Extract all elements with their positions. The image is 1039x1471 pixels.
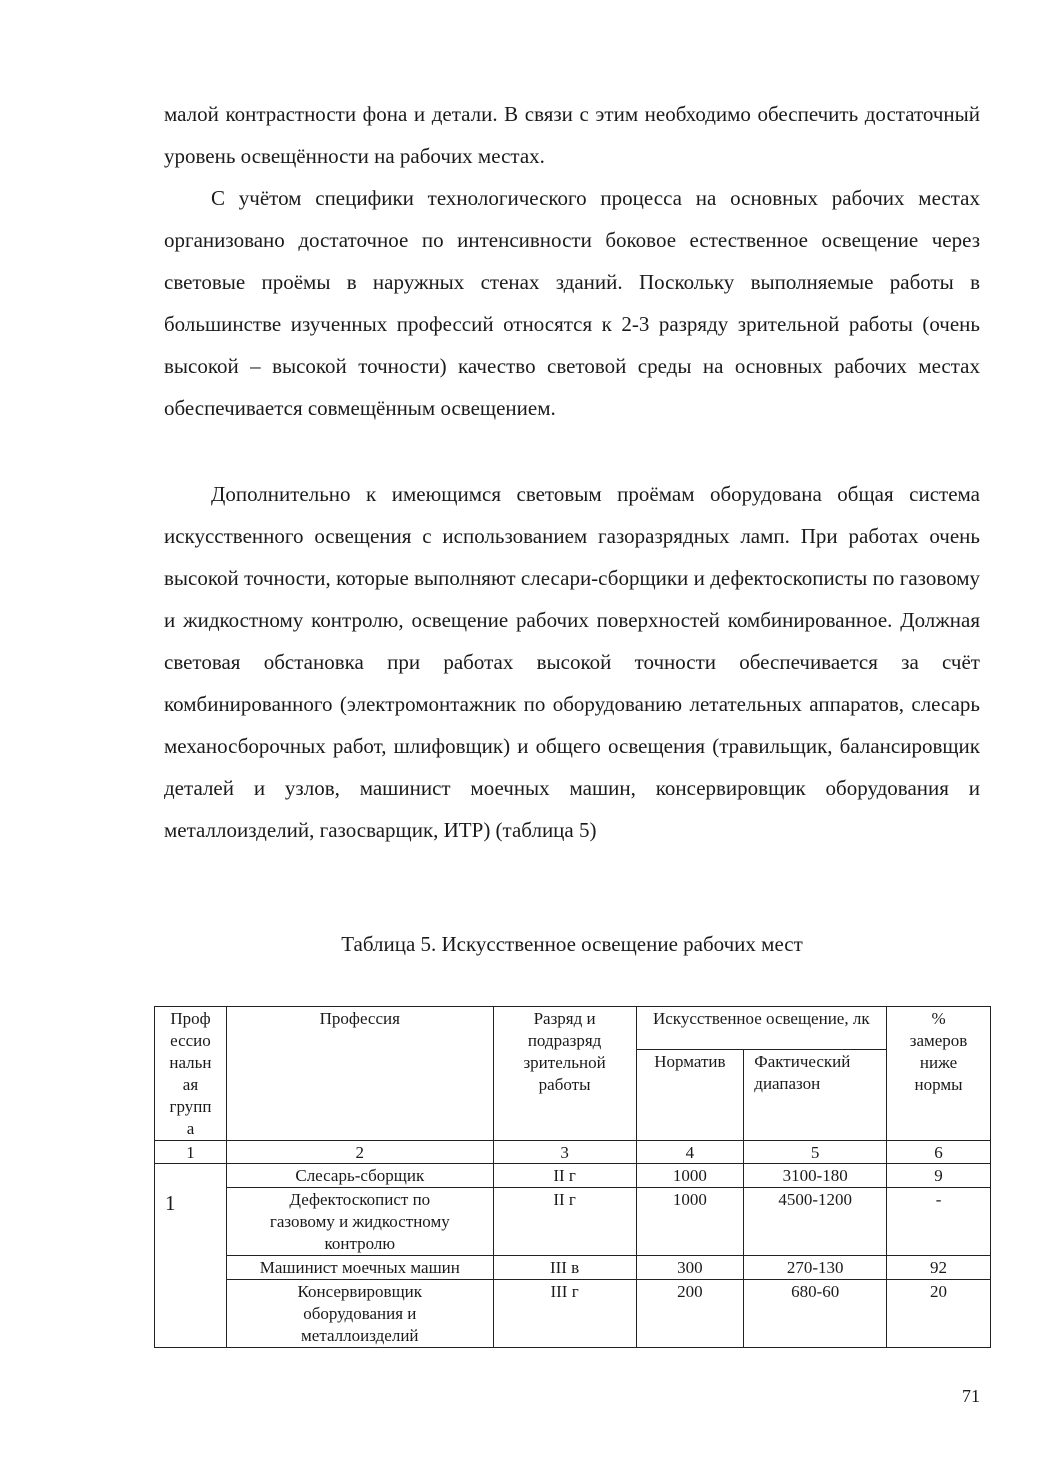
percent-cell: 92 <box>887 1256 991 1280</box>
column-number: 1 <box>155 1141 227 1164</box>
paragraph-2: С учётом специфики технологического процесса на основных рабочих местах организовано достаточное по интенсивности боковое естественное освещение через световые проёмы в наружных стенах зданий. Поскольку выполняемые работы в большинстве изученных профессий относятся к 2-3 разряду зрительной работы (очень высокой – высокой точности) качество световой среды на основных рабочих местах обеспечивается совмещённым освещением. <box>164 186 980 420</box>
column-number: 4 <box>636 1141 744 1164</box>
actual-cell: 4500-1200 <box>744 1188 887 1256</box>
grade-cell: III г <box>493 1280 636 1348</box>
table-row <box>155 1188 991 1256</box>
header-lighting: Искусственное освещение, лк <box>636 1007 887 1050</box>
header-actual: Фактический диапазон <box>744 1050 887 1141</box>
norm-cell: 1000 <box>636 1188 744 1256</box>
percent-cell: - <box>887 1188 991 1256</box>
norm-cell: 1000 <box>636 1164 744 1188</box>
profession-cell: Машинист моечных машин <box>226 1256 493 1280</box>
header-group: Проф ессио нальн ая групп а <box>155 1007 227 1141</box>
grade-cell: III в <box>493 1256 636 1280</box>
table-row <box>155 1164 991 1188</box>
percent-cell: 20 <box>887 1280 991 1348</box>
actual-cell: 3100-180 <box>744 1164 887 1188</box>
header-grade: Разряд и подразряд зрительной работы <box>493 1007 636 1141</box>
paragraph-1: малой контрастности фона и детали. В связи с этим необходимо обеспечить достаточный уровень освещённости на рабочих местах. <box>164 102 980 168</box>
column-number: 6 <box>887 1141 991 1164</box>
actual-cell: 680-60 <box>744 1280 887 1348</box>
header-percent: % замеров ниже нормы <box>887 1007 991 1141</box>
column-number: 5 <box>744 1141 887 1164</box>
header-profession: Профессия <box>226 1007 493 1141</box>
column-number: 2 <box>226 1141 493 1164</box>
grade-cell: II г <box>493 1164 636 1188</box>
profession-cell: Слесарь-сборщик <box>226 1164 493 1188</box>
profession-cell: Консервировщик оборудования и металлоизделий <box>226 1280 493 1348</box>
profession-cell: Дефектоскопист по газовому и жидкостному контролю <box>226 1188 493 1256</box>
table-row <box>155 1256 991 1280</box>
actual-cell: 270-130 <box>744 1256 887 1280</box>
header-norm: Норматив <box>636 1050 744 1141</box>
page-number: 71 <box>962 1386 980 1406</box>
norm-cell: 300 <box>636 1256 744 1280</box>
table-row <box>155 1280 991 1348</box>
group-cell: 1 <box>155 1164 227 1348</box>
lighting-table <box>154 1006 991 1348</box>
table-caption: Таблица 5. Искусственное освещение рабочих мест <box>341 932 803 956</box>
table-header-row <box>155 1007 991 1050</box>
column-number: 3 <box>493 1141 636 1164</box>
percent-cell: 9 <box>887 1164 991 1188</box>
norm-cell: 200 <box>636 1280 744 1348</box>
column-number-row <box>155 1141 991 1164</box>
grade-cell: II г <box>493 1188 636 1256</box>
paragraph-3: Дополнительно к имеющимся световым проёмам оборудована общая система искусственного освещения с использованием газоразрядных ламп. При работах очень высокой точности, которые выполняют слесари-сборщики и дефектоскописты по газовому и жидкостному контролю, освещение рабочих поверхностей комбинированное. Должная световая обстановка при работах высокой точности обеспечивается за счёт комбинированного (электромонтажник по оборудованию летательных аппаратов, слесарь механосборочных работ, шлифовщик) и общего освещения (травильщик, балансировщик деталей и узлов, машинист моечных машин, консервировщик оборудования и металлоизделий, газосварщик, ИТР) (таблица 5) <box>164 482 980 842</box>
